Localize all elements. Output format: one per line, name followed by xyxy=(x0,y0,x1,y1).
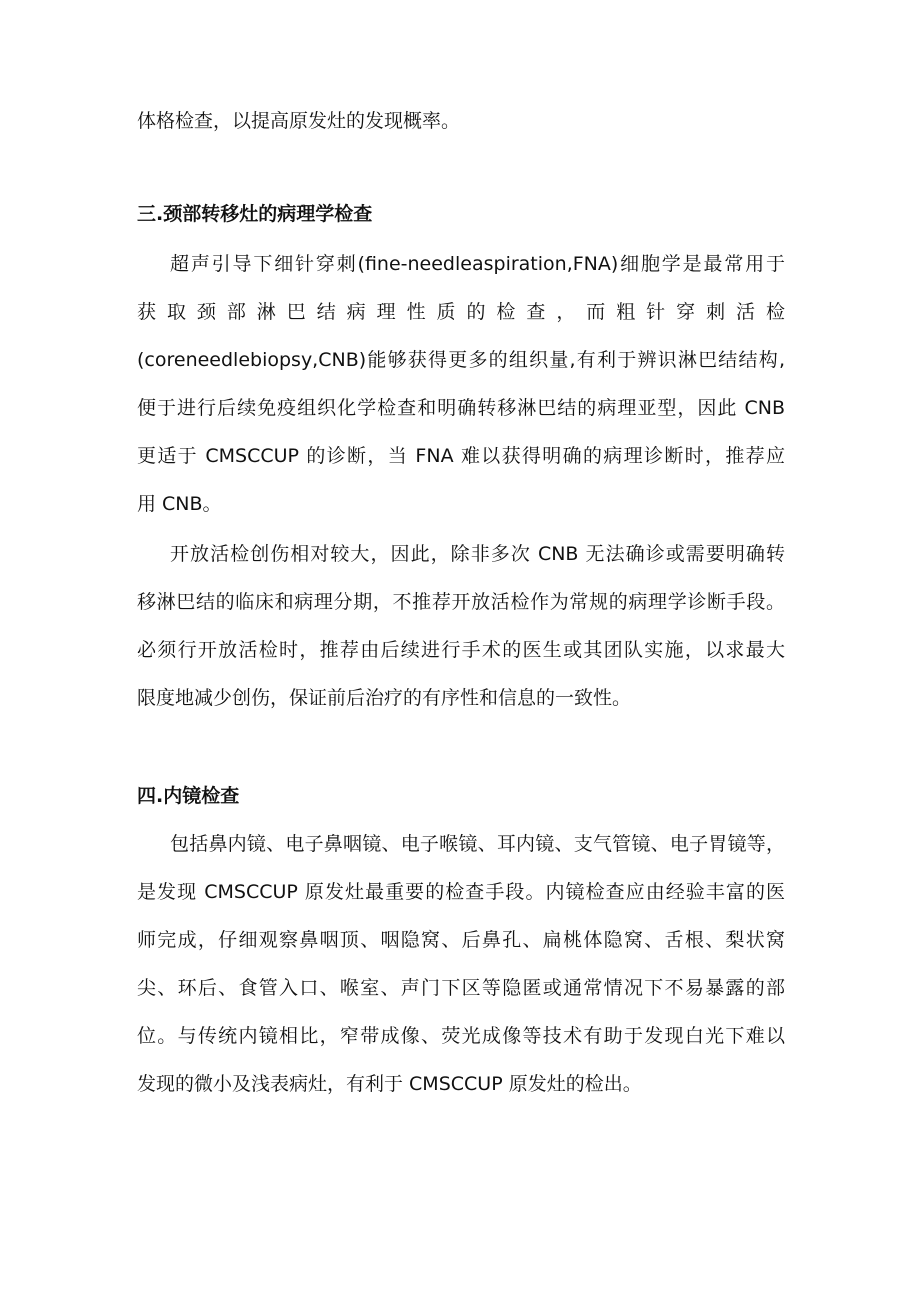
paragraph-fna-cnb xyxy=(137,240,785,528)
paragraph-line: 用 CNB。 xyxy=(137,493,222,515)
paragraph-intro xyxy=(137,97,785,145)
paragraph-line: 体格检查，以提高原发灶的发现概率。 xyxy=(137,110,461,132)
section-heading-pathology: 三.颈部转移灶的病理学检查 xyxy=(137,203,373,225)
paragraph-endoscopy xyxy=(137,820,785,1108)
paragraph-line: 超声引导下细针穿刺(fine-needleaspiration,FNA)细胞学是最常用于 xyxy=(170,253,785,275)
section-heading-endoscopy: 四.内镜检查 xyxy=(137,785,240,807)
paragraph-line: 开放活检创伤相对较大，因此，除非多次 CNB 无法确诊或需要明确转 xyxy=(170,543,785,565)
paragraph-line: 包括鼻内镜、电子鼻咽镜、电子喉镜、耳内镜、支气管镜、电子胃镜等， xyxy=(170,833,785,855)
paragraph-open-biopsy xyxy=(137,530,785,722)
paragraph-line: 发现的微小及浅表病灶，有利于 CMSCCUP 原发灶的检出。 xyxy=(137,1073,642,1095)
paragraph-line: 获 取 颈 部 淋 巴 结 病 理 性 质 的 检 查 ， 而 粗 针 穿 刺 活 检 xyxy=(137,301,785,323)
paragraph-line: 必须行开放活检时，推荐由后续进行手术的医生或其团队实施，以求最大 xyxy=(137,639,785,661)
paragraph-line: 师完成，仔细观察鼻咽顶、咽隐窝、后鼻孔、扁桃体隐窝、舌根、梨状窝 xyxy=(137,929,785,951)
paragraph-line: 更适于 CMSCCUP 的诊断，当 FNA 难以获得明确的病理诊断时，推荐应 xyxy=(137,445,785,467)
paragraph-line: 移淋巴结的临床和病理分期，不推荐开放活检作为常规的病理学诊断手段。 xyxy=(137,591,785,613)
paragraph-line: 位。与传统内镜相比，窄带成像、荧光成像等技术有助于发现白光下难以 xyxy=(137,1025,785,1047)
paragraph-line: 是发现 CMSCCUP 原发灶最重要的检查手段。内镜检查应由经验丰富的医 xyxy=(137,881,785,903)
paragraph-line: 尖、环后、食管入口、喉室、声门下区等隐匿或通常情况下不易暴露的部 xyxy=(137,977,785,999)
paragraph-line: 便于进行后续免疫组织化学检查和明确转移淋巴结的病理亚型，因此 CNB xyxy=(137,397,785,419)
paragraph-line: 限度地减少创伤，保证前后治疗的有序性和信息的一致性。 xyxy=(137,687,632,709)
paragraph-line: (coreneedlebiopsy,CNB)能够获得更多的组织量,有利于辨识淋巴结结构, xyxy=(137,349,785,371)
